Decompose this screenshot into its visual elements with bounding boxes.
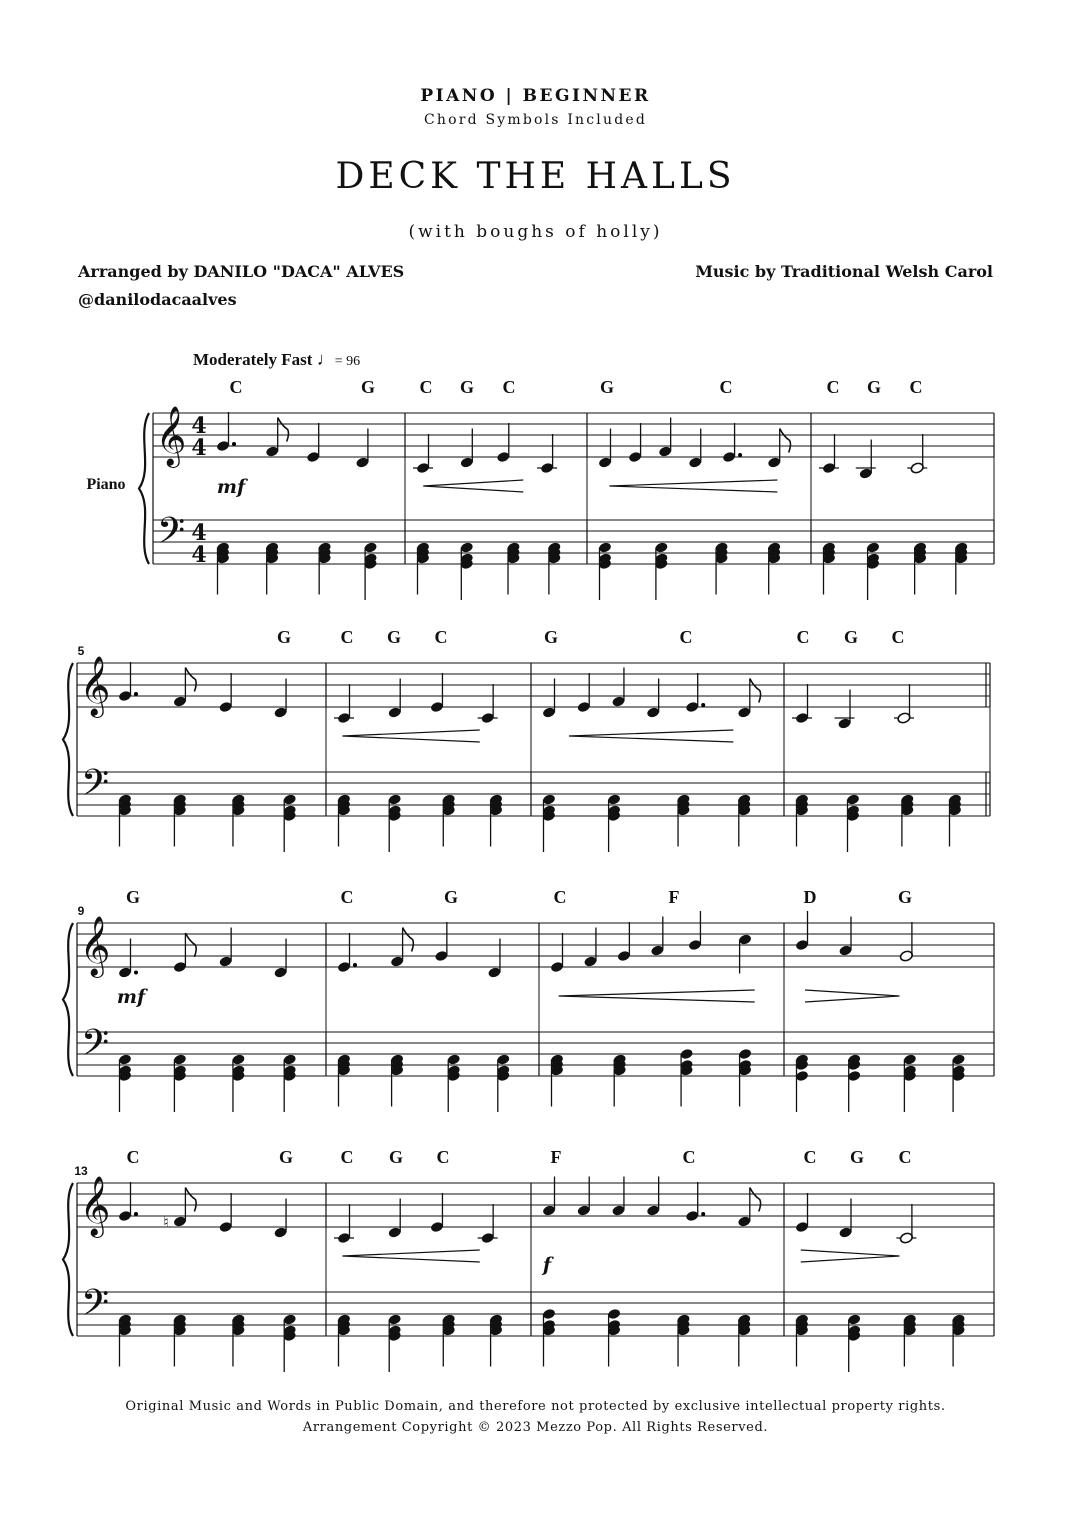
natural-sign: ♮ xyxy=(163,1212,169,1232)
chord-symbol: C xyxy=(826,377,840,397)
note-flag xyxy=(403,928,414,952)
crescendo-hairpin xyxy=(423,480,523,492)
chord-symbol: G xyxy=(543,627,559,647)
chord-symbol: C xyxy=(126,1147,140,1167)
chord-symbol: C xyxy=(803,1147,817,1167)
note-flag xyxy=(185,668,196,692)
time-signature-treble-top: 4 xyxy=(191,413,207,439)
dot xyxy=(134,692,138,696)
chord-symbol: G xyxy=(388,1147,404,1167)
footer-public-domain: Original Music and Words in Public Domain, and therefore not protected by exclusive intellectual property rights. xyxy=(125,1399,946,1414)
chord-symbol: C xyxy=(340,627,354,647)
chord-symbol: D xyxy=(803,887,817,907)
treble-clef-icon: 𝄞 xyxy=(79,916,111,976)
footer-copyright: Arrangement Copyright © 2023 Mezzo Pop. All Rights Reserved. xyxy=(302,1420,769,1435)
system-brace xyxy=(139,413,149,564)
chord-symbol: G xyxy=(276,627,292,647)
chord-symbol: C xyxy=(719,377,733,397)
chord-symbol: C xyxy=(679,627,693,647)
dot xyxy=(738,453,742,457)
chord-symbol: C xyxy=(340,887,354,907)
dynamic-mf: mf xyxy=(116,986,146,1008)
chord-symbol: C xyxy=(436,1147,450,1167)
page-subtitle: (with boughs of holly) xyxy=(408,222,663,242)
composer-credit: Music by Traditional Welsh Carol xyxy=(695,262,993,281)
crescendo-hairpin xyxy=(342,730,479,742)
chord-symbol: C xyxy=(891,627,905,647)
time-signature-bass-top: 4 xyxy=(191,520,207,546)
arranger-handle: @danilodacaalves xyxy=(78,290,237,309)
treble-clef-icon: 𝄞 xyxy=(79,656,111,716)
bass-clef-icon: 𝄢 xyxy=(80,1282,110,1333)
arranger-credit: Arranged by DANILO "DACA" ALVES xyxy=(78,262,405,281)
chord-symbol: C xyxy=(502,377,516,397)
chord-symbol: C xyxy=(553,887,567,907)
decrescendo-hairpin xyxy=(801,1250,900,1262)
dot xyxy=(701,703,705,707)
system-1 xyxy=(86,377,994,600)
chord-symbol: G xyxy=(849,1147,865,1167)
treble-clef-icon: 𝄞 xyxy=(155,406,187,466)
series-label: PIANO | BEGINNER xyxy=(420,86,651,106)
dynamic-mf: mf xyxy=(216,476,246,498)
note-flag xyxy=(750,679,761,703)
system-brace xyxy=(63,663,73,816)
chord-symbol: F xyxy=(550,1147,562,1167)
system-brace xyxy=(63,1183,73,1336)
dot xyxy=(232,442,236,446)
note-flag xyxy=(750,1188,761,1212)
tempo-text: Moderately Fast xyxy=(193,350,313,369)
chord-symbol: C xyxy=(796,627,810,647)
treble-clef-icon: 𝄞 xyxy=(79,1176,111,1236)
dot xyxy=(353,963,357,967)
chord-symbol: G xyxy=(278,1147,294,1167)
chord-symbol: C xyxy=(909,377,923,397)
chord-symbol: G xyxy=(360,377,376,397)
chord-symbol: G xyxy=(843,627,859,647)
chord-symbol: C xyxy=(898,1147,912,1167)
dot xyxy=(701,1212,705,1216)
dynamic-f: f xyxy=(542,1254,552,1276)
time-signature-bass-bottom: 4 xyxy=(191,542,207,568)
chord-symbol: C xyxy=(340,1147,354,1167)
system-brace xyxy=(63,923,73,1076)
chord-symbol: G xyxy=(386,627,402,647)
chord-symbol: G xyxy=(443,887,459,907)
chord-symbol: G xyxy=(125,887,141,907)
chord-symbol: G xyxy=(866,377,882,397)
chord-symbol: C xyxy=(419,377,433,397)
bass-clef-icon: 𝄢 xyxy=(80,1022,110,1073)
system-2 xyxy=(63,627,990,852)
crescendo-hairpin xyxy=(342,1250,479,1262)
instrument-label: Piano xyxy=(86,476,126,493)
chord-symbol: C xyxy=(229,377,243,397)
bass-clef-icon: 𝄢 xyxy=(156,510,186,561)
crescendo-hairpin xyxy=(569,730,733,742)
tempo-bpm: = 96 xyxy=(334,354,361,369)
chord-symbol: G xyxy=(599,377,615,397)
bar-number: 13 xyxy=(74,1164,88,1178)
system-4 xyxy=(63,1147,994,1372)
decrescendo-hairpin xyxy=(805,990,900,1002)
time-signature-treble-bottom: 4 xyxy=(191,435,207,461)
bass-clef-icon: 𝄢 xyxy=(80,762,110,813)
note-flag xyxy=(278,418,289,442)
system-3 xyxy=(63,887,994,1112)
dot xyxy=(134,971,138,975)
chord-symbol: F xyxy=(668,887,680,907)
quarter-note-icon: ♩ xyxy=(316,349,335,369)
chord-symbol: C xyxy=(434,627,448,647)
series-sublabel: Chord Symbols Included xyxy=(423,112,648,128)
bar-number: 9 xyxy=(77,904,85,918)
chord-symbol: C xyxy=(682,1147,696,1167)
page-title: DECK THE HALLS xyxy=(335,156,736,197)
crescendo-hairpin xyxy=(559,990,755,1002)
crescendo-hairpin xyxy=(609,480,777,492)
note-flag xyxy=(780,429,791,453)
chord-symbol: G xyxy=(459,377,475,397)
dot xyxy=(134,1212,138,1216)
chord-symbol: G xyxy=(897,887,913,907)
note-flag xyxy=(185,1188,196,1212)
bar-number: 5 xyxy=(77,644,85,658)
